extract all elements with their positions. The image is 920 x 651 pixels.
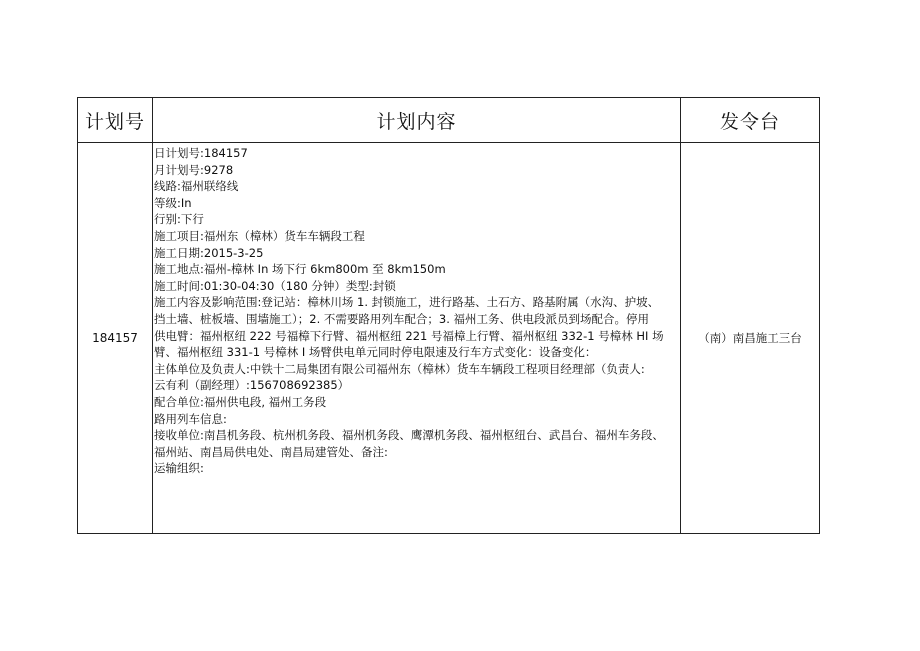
content-line: 福州站、南昌局供电处、南昌局建管处、备注: bbox=[154, 444, 388, 459]
column-divider bbox=[152, 98, 153, 533]
content-line: 施工内容及影响范围:登记站：樟林川场 1. 封锁施工，进行路基、土石方、路基附属（水沟、护坡、 bbox=[154, 295, 660, 310]
content-line: 行别:下行 bbox=[154, 212, 204, 227]
content-line: 施工日期:2015-3-25 bbox=[154, 245, 264, 260]
plan-no-cell: 184157 bbox=[92, 331, 138, 345]
content-line: 等级:In bbox=[154, 195, 192, 210]
content-line: 挡土墙、桩板墙、围墙施工）；2. 不需要路用列车配合；3. 福州工务、供电段派员到场配合。停用 bbox=[154, 311, 650, 326]
content-line: 施工项目:福州东（樟林）货车车辆段工程 bbox=[154, 228, 365, 243]
plan-content-cell bbox=[154, 145, 681, 477]
content-line: 路用列车信息: bbox=[154, 411, 227, 426]
content-line: 线路:福州联络线 bbox=[154, 179, 239, 194]
plan-table bbox=[77, 97, 820, 534]
content-line: 主体单位及负责人:中铁十二局集团有限公司福州东（樟林）货车车辆段工程项目经理部（负责人: bbox=[154, 361, 645, 376]
content-line: 运输组织: bbox=[154, 461, 204, 476]
header-plan-content: 计划内容 bbox=[376, 110, 457, 133]
content-line: 云有利（副经理）:156708692385） bbox=[154, 378, 350, 393]
dispatch-station-cell: （南）南昌施工三台 bbox=[698, 331, 802, 345]
content-line: 施工地点:福州-樟林 In 场下行 6km800m 至 8km150m bbox=[154, 262, 446, 277]
content-line: 臂、福州枢纽 331-1 号樟林 I 场臂供电单元同时停电限速及行车方式变化：设备变化： bbox=[154, 345, 597, 360]
content-line: 供电臂：福州枢纽 222 号福樟下行臂、福州枢纽 221 号福樟上行臂、福州枢纽 332-1 号樟林 HI 场 bbox=[154, 328, 664, 343]
header-dispatch-station: 发令台 bbox=[719, 110, 780, 133]
content-line: 接收单位:南昌机务段、杭州机务段、福州机务段、鹰潭机务段、福州枢纽台、武昌台、福州车务段、 bbox=[154, 428, 664, 443]
content-line: 日计划号:184157 bbox=[154, 146, 248, 160]
content-line: 月计划号:9278 bbox=[154, 162, 234, 177]
header-plan-no: 计划号 bbox=[84, 110, 145, 133]
content-line: 配合单位:福州供电段, 福州工务段 bbox=[154, 394, 327, 409]
content-line: 施工时间:01:30-04:30（180 分钟）类型:封锁 bbox=[154, 278, 396, 293]
